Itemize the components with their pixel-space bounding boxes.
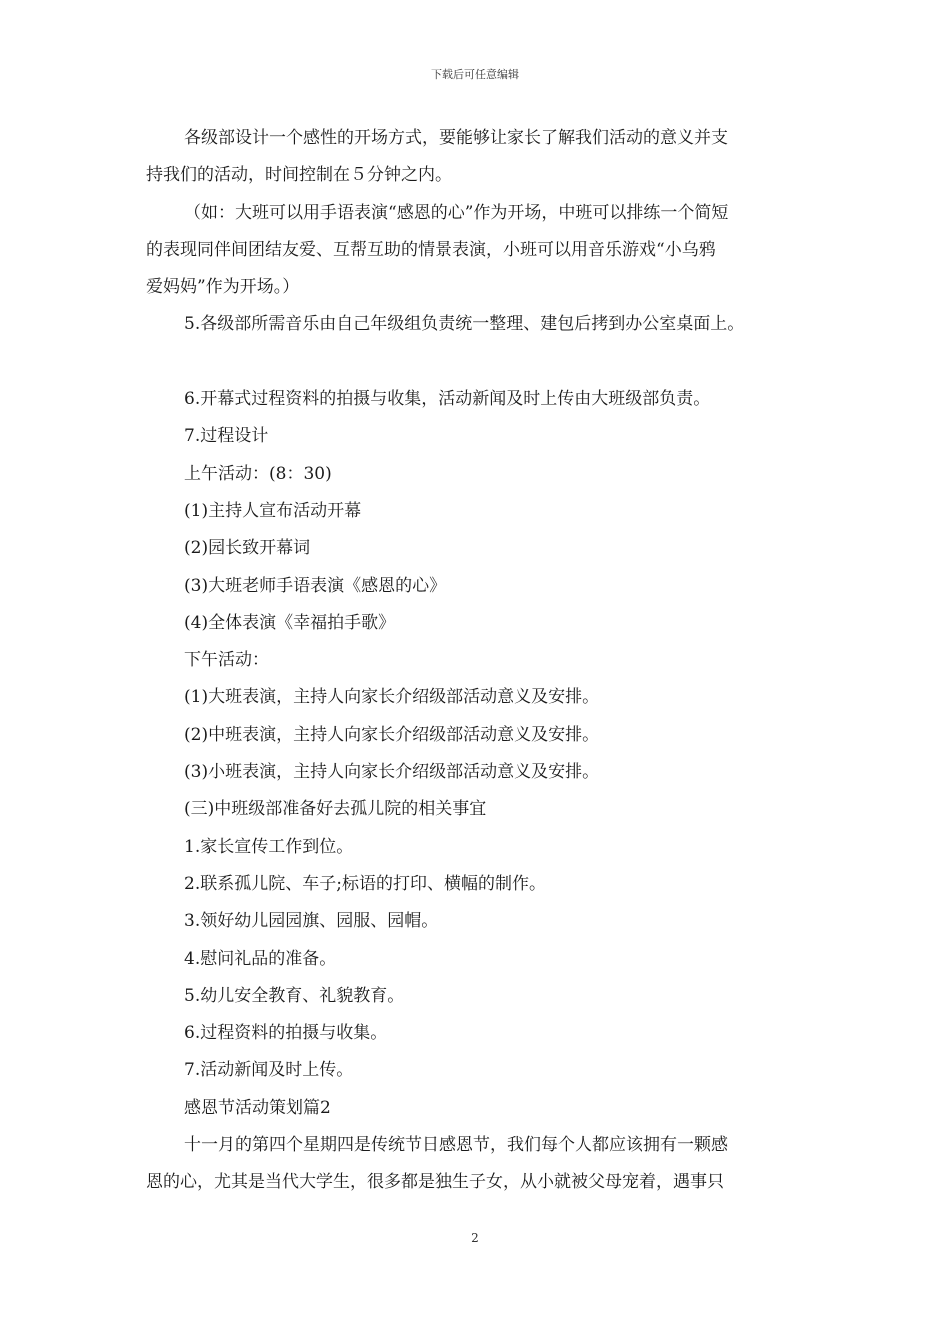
blank-line [146,344,826,381]
paragraph-line: 持我们的活动，时间控制在５分钟之内。 [146,165,452,186]
list-item: (2)中班表演，主持人向家长介绍级部活动意义及安排。 [184,724,600,745]
paragraph-line: 的表现同伴间团结友爱、互帮互助的情景表演，小班可以用音乐游戏“小乌鸦 [146,239,716,260]
list-item: (2)园长致开幕词 [184,538,311,559]
section-heading: (三)中班级部准备好去孤儿院的相关事宜 [184,799,487,820]
list-item: 2.联系孤儿院、车子;标语的打印、横幅的制作。 [184,873,546,894]
list-item: 7.过程设计 [184,426,269,447]
list-item: (1)大班表演，主持人向家长介绍级部活动意义及安排。 [184,687,600,708]
list-item: 5.各级部所需音乐由自己年级组负责统一整理、建包后拷到办公室桌面上。 [184,314,745,335]
article-title: 感恩节活动策划篇2 [184,1097,331,1118]
list-item: 7.活动新闻及时上传。 [184,1060,354,1081]
list-item: 5.幼儿安全教育、礼貌教育。 [184,985,405,1006]
list-item: (3)大班老师手语表演《感恩的心》 [184,575,447,596]
list-item: (1)主持人宣布活动开幕 [184,500,362,521]
subheading: 上午活动：(8：30) [184,463,332,484]
paragraph-line: 爱妈妈”作为开场。） [146,277,300,298]
list-item: 1.家长宣传工作到位。 [184,836,354,857]
list-item: 4.慰问礼品的准备。 [184,948,337,969]
paragraph-line: （如：大班可以用手语表演“感恩的心”作为开场，中班可以排练一个简短 [184,202,729,223]
list-item: (3)小班表演，主持人向家长介绍级部活动意义及安排。 [184,762,600,783]
list-item: (4)全体表演《幸福拍手歌》 [184,612,396,633]
subheading: 下午活动： [184,650,269,671]
paragraph-line: 十一月的第四个星期四是传统节日感恩节，我们每个人都应该拥有一颗感 [184,1135,728,1156]
list-item: 6.过程资料的拍摄与收集。 [184,1023,388,1044]
paragraph-line: 各级部设计一个感性的开场方式，要能够让家长了解我们活动的意义并支 [184,128,728,148]
page-header: 下载后可任意编辑 [431,68,519,81]
list-item: 3.领好幼儿园园旗、园服、园帽。 [184,911,439,932]
list-item: 6.开幕式过程资料的拍摄与收集，活动新闻及时上传由大班级部负责。 [184,389,711,410]
paragraph-line: 恩的心，尤其是当代大学生，很多都是独生子女，从小就被父母宠着，遇事只 [146,1172,724,1193]
page-number: 2 [471,1231,479,1245]
document-body [146,120,826,1202]
